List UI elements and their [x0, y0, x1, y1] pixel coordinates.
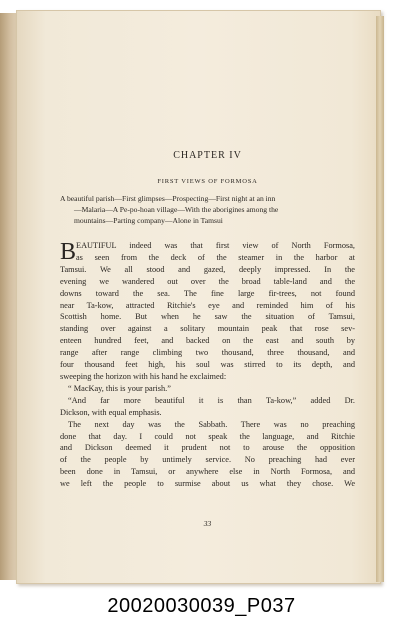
image-caption: 20020030039_P037	[107, 595, 296, 617]
body-line: “And far more beautiful it is than Ta-kow,” added Dr.	[68, 395, 355, 405]
body-line: standing over against a solitary mountain peak that rose sev-	[60, 324, 355, 334]
chapter-title: CHAPTER IV	[173, 150, 242, 161]
body-line: enteen hundred feet, and backed on the east and south by	[60, 336, 355, 346]
body-text	[60, 240, 355, 490]
body-line: Scottish home. But when he saw the situation of Tamsui,	[60, 312, 355, 322]
body-line: as seen from the deck of the steamer in the harbor at	[76, 252, 355, 262]
synopsis-line: A beautiful parish—First glimpses—Prospecting—First night at an inn	[60, 194, 276, 203]
body-line: near Ta-kow, attracted Ritchie's eye and reminded him of his	[60, 300, 355, 310]
body-line: “ MacKay, this is your parish.”	[68, 383, 171, 393]
body-line: and Dickson deemed it prudent not to arouse the opposition	[60, 443, 355, 453]
section-title: FIRST VIEWS OF FORMOSA	[157, 178, 258, 185]
body-line: of the people by untimely service. No preaching had ever	[60, 455, 355, 465]
body-line: done that day. I could not speak the language, and Ritchie	[60, 431, 355, 441]
body-line: we left the people to surmise about us what they chose. We	[60, 479, 355, 489]
page-number: 33	[203, 519, 212, 528]
body-line: four thousand feet high, his soul was stirred to its depth, and	[60, 360, 355, 370]
synopsis-line: mountains—Parting company—Alone in Tamsui	[74, 216, 223, 225]
body-line: downs toward the sea. The fine large fir-trees, not found	[60, 288, 355, 298]
body-line: evening we wandered out over the broad table-land and the	[60, 276, 355, 286]
body-line: been done in Tamsui, or anywhere else in North Formosa, and	[60, 467, 355, 477]
body-line: range after range climbing two thousand, three thousand, and	[60, 348, 355, 358]
body-line: Dickson, with equal emphasis.	[60, 407, 162, 417]
body-line: EAUTIFUL indeed was that first view of North Formosa,	[76, 241, 355, 250]
body-line: sweeping the horizon with his hand he exclaimed:	[60, 371, 227, 381]
page-right-edge	[376, 16, 384, 582]
drop-cap: B	[60, 239, 77, 265]
chapter-synopsis	[60, 193, 355, 226]
synopsis-line: —Malaria—A Pe-po-hoan village—With the aborigines among the	[74, 205, 279, 214]
body-line: The next day was the Sabbath. There was no preaching	[68, 419, 355, 429]
body-line: Tamsui. We all stood and gazed, deeply impressed. In the	[60, 264, 355, 274]
